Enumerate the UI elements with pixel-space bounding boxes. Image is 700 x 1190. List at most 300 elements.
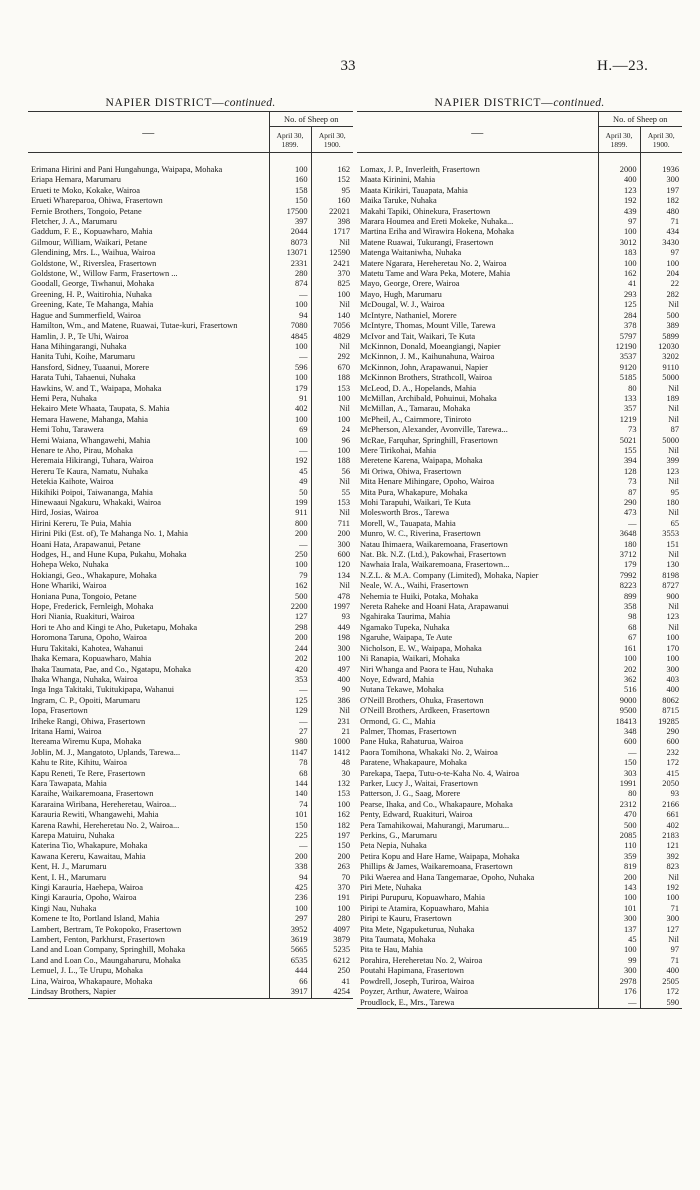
owner-name: Goldstone, W., Willow Farm, Frasertown ...: [28, 269, 269, 279]
sheep-count-1900: 71: [670, 903, 679, 913]
sheep-count-1899: 357: [598, 404, 640, 414]
sheep-count-1900: 100: [337, 393, 350, 403]
table-row: [28, 841, 353, 851]
table-row: [357, 956, 682, 966]
table-row: [28, 831, 353, 841]
sheep-count-1900: 290: [666, 726, 679, 736]
table-row: [357, 581, 682, 591]
document-reference: H.—23.: [597, 58, 649, 74]
sheep-count-1900: 900: [666, 591, 679, 601]
owner-name: Marara Houmea and Ereti Mokeke, Nuhaka...: [357, 217, 598, 227]
sheep-count-1899: 100: [598, 654, 640, 664]
sheep-count-1899: 12190: [598, 342, 640, 352]
table-row: [28, 456, 353, 466]
sheep-count-1900: 152: [337, 175, 350, 185]
owner-name: Greening, Kate, Te Mahanga, Mahia: [28, 300, 269, 310]
sheep-count-group-header: No. of Sheep on: [598, 112, 682, 127]
sheep-count-1899: —: [269, 685, 311, 695]
owner-name: McIntyre, Nathaniel, Morere: [357, 311, 598, 321]
sheep-count-1900: 121: [666, 841, 679, 851]
table-row: [28, 945, 353, 955]
sheep-count-1900: 188: [337, 456, 350, 466]
owner-name: Harata Tuhi, Tahaenui, Nuhaka: [28, 373, 269, 383]
table-row: [357, 571, 682, 581]
table-row: [357, 384, 682, 394]
sheep-count-1900: 8198: [662, 570, 679, 580]
sheep-count-1900: Nil: [668, 445, 679, 455]
sheep-count-1899: 158: [269, 186, 311, 196]
owner-name: Penty, Edward, Ruakituri, Wairoa: [357, 810, 598, 820]
sheep-count-1899: 150: [269, 196, 311, 206]
sheep-count-1899: 300: [598, 966, 640, 976]
table-row: [357, 363, 682, 373]
owner-name: Ihaka Taumata, Pae, and Co., Ngatapu, Mohaka: [28, 665, 269, 675]
table-row: [357, 883, 682, 893]
year-1899-header: April 30, 1899.: [598, 127, 640, 153]
table-row: [357, 862, 682, 872]
sheep-count-1899: 50: [269, 488, 311, 498]
sheep-count-1900: 232: [666, 747, 679, 757]
sheep-count-1900: 100: [666, 654, 679, 664]
table-row: [357, 175, 682, 185]
sheep-count-1900: 130: [666, 560, 679, 570]
sheep-count-1899: 3648: [598, 529, 640, 539]
owner-name: McPherson, Alexander, Avonville, Tarewa...: [357, 425, 598, 435]
sheep-count-1900: 5235: [333, 945, 350, 955]
sheep-count-1899: 425: [269, 883, 311, 893]
table-body-left: [28, 165, 353, 998]
sheep-count-1899: 1147: [269, 748, 311, 758]
table-row: [357, 592, 682, 602]
table-row: [28, 217, 353, 227]
sheep-count-1900: 182: [666, 196, 679, 206]
sheep-count-1900: 400: [666, 966, 679, 976]
sheep-count-1900: 24: [341, 425, 350, 435]
table-row: [28, 717, 353, 727]
table-row: [28, 352, 353, 362]
year-1900-header: April 30, 1900.: [311, 127, 353, 153]
sheep-count-1900: Nil: [668, 383, 679, 393]
sheep-count-1899: 183: [598, 248, 640, 258]
sheep-count-1900: 389: [666, 321, 679, 331]
year-1899-header: April 30, 1899.: [269, 127, 311, 153]
sheep-count-1899: 470: [598, 810, 640, 820]
sheep-count-1899: 97: [598, 217, 640, 227]
owner-name: Matere Ngarara, Hereheretau No. 2, Wairoa: [357, 259, 598, 269]
owner-name: Lemuel, J. L., Te Urupu, Mohaka: [28, 966, 269, 976]
sheep-count-1900: 182: [337, 820, 350, 830]
owner-name: Kararaina Wiribana, Hereheretau, Wairoa...: [28, 800, 269, 810]
sheep-count-1900: Nil: [668, 622, 679, 632]
sheep-count-1900: 386: [337, 695, 350, 705]
table-row: [357, 456, 682, 466]
owner-name: Pita Mete, Ngapuketurua, Nuhaka: [357, 925, 598, 935]
owner-name: McIntyre, Thomas, Mount Ville, Tarewa: [357, 321, 598, 331]
owner-name: Kara Tawapata, Mahia: [28, 779, 269, 789]
owner-name: Hanita Tuhi, Koihe, Marumaru: [28, 352, 269, 362]
sheep-count-1899: 80: [598, 789, 640, 799]
owner-name: Maata Kirinini, Mahia: [357, 175, 598, 185]
owner-name: Horomona Taruna, Opoho, Wairoa: [28, 633, 269, 643]
sheep-count-1900: Nil: [668, 414, 679, 424]
table-row: [357, 467, 682, 477]
table-row: [357, 311, 682, 321]
owner-name: Mayo, George, Orere, Wairoa: [357, 279, 598, 289]
owner-name: Powdrell, Joseph, Turiroa, Wairoa: [357, 977, 598, 987]
sheep-count-1900: 9110: [662, 362, 679, 372]
owner-name: Ngaruhe, Waipapa, Te Aute: [357, 633, 598, 643]
owner-name: Lindsay Brothers, Napier: [28, 987, 269, 998]
sheep-count-1899: 911: [269, 508, 311, 518]
owner-name: Hemi Waiana, Whangawehi, Mahia: [28, 436, 269, 446]
table-row: [28, 800, 353, 810]
table-row: [28, 300, 353, 310]
sheep-count-1900: 392: [666, 851, 679, 861]
table-row: [28, 779, 353, 789]
owner-name: Hamlin, J. P., Te Uhi, Wairoa: [28, 332, 269, 342]
sheep-count-1899: 1991: [598, 779, 640, 789]
table-row: [357, 332, 682, 342]
owner-name: Glendining, Mrs. L., Waihua, Wairoa: [28, 248, 269, 258]
sheep-count-1899: 297: [269, 914, 311, 924]
sheep-count-1900: Nil: [668, 508, 679, 518]
sheep-count-1899: 101: [269, 810, 311, 820]
sheep-count-1899: 144: [269, 779, 311, 789]
sheep-count-1900: Nil: [339, 237, 350, 247]
owner-name: McIvor and Tait, Waikari, Te Kuta: [357, 332, 598, 342]
sheep-count-1900: 123: [666, 612, 679, 622]
sheep-count-1899: 353: [269, 675, 311, 685]
sheep-table-left: [28, 111, 353, 999]
sheep-count-1899: 5185: [598, 373, 640, 383]
sheep-count-1900: 19285: [658, 716, 679, 726]
sheep-count-1899: —: [598, 748, 640, 758]
table-row: [357, 654, 682, 664]
sheep-count-1899: 516: [598, 685, 640, 695]
sheep-count-1900: Nil: [339, 300, 350, 310]
owner-name: Parekapa, Taepa, Tutu-o-te-Kaha No. 4, Wairoa: [357, 769, 598, 779]
sheep-count-1899: 200: [269, 852, 311, 862]
sheep-count-1900: 87: [670, 425, 679, 435]
table-row: [357, 800, 682, 810]
sheep-count-1899: 79: [269, 571, 311, 581]
owner-name: Gaddum, F. E., Kopuawharo, Mahia: [28, 227, 269, 237]
owner-name: O'Neill Brothers, Ardkeen, Frasertown: [357, 706, 598, 716]
table-row: [28, 332, 353, 342]
sheep-count-1900: 370: [337, 269, 350, 279]
sheep-count-1899: 3619: [269, 935, 311, 945]
sheep-count-1899: 100: [269, 560, 311, 570]
sheep-count-1900: 100: [666, 633, 679, 643]
sheep-count-1899: 99: [598, 956, 640, 966]
sheep-count-1900: 197: [666, 185, 679, 195]
table-row: [28, 654, 353, 664]
sheep-count-1899: 899: [598, 592, 640, 602]
table-row: [28, 987, 353, 998]
sheep-count-1900: 300: [666, 664, 679, 674]
sheep-count-1899: 250: [269, 550, 311, 560]
sheep-count-1900: 280: [337, 914, 350, 924]
sheep-count-1900: 7056: [333, 321, 350, 331]
table-row: [28, 540, 353, 550]
table-row: [28, 612, 353, 622]
owner-name: Nereta Raheke and Hoani Hata, Arapawanui: [357, 602, 598, 612]
table-row: [28, 727, 353, 737]
sheep-count-1900: 200: [337, 851, 350, 861]
sheep-count-1899: 2085: [598, 831, 640, 841]
sheep-count-1899: 73: [598, 425, 640, 435]
table-row: [357, 685, 682, 695]
table-row: [28, 477, 353, 487]
table-row: [357, 779, 682, 789]
table-row: [357, 373, 682, 383]
sheep-count-1900: 478: [337, 591, 350, 601]
owner-name: Makahi Tapiki, Ohinekura, Frasertown: [357, 207, 598, 217]
owner-name: Goodall, George, Tiwhanui, Mohaka: [28, 279, 269, 289]
owner-name: Pita Taumata, Mohaka: [357, 935, 598, 945]
sheep-count-1900: 402: [666, 820, 679, 830]
sheep-count-1900: 188: [337, 373, 350, 383]
sheep-count-1899: 200: [269, 529, 311, 539]
sheep-count-1900: 12590: [329, 248, 350, 258]
table-row: [28, 675, 353, 685]
sheep-count-1899: 596: [269, 363, 311, 373]
table-row: [357, 831, 682, 841]
sheep-count-1899: 980: [269, 737, 311, 747]
table-row: [28, 165, 353, 175]
owner-name: Greening, H. P., Waitirohia, Nuhaka: [28, 290, 269, 300]
sheep-count-1899: 358: [598, 602, 640, 612]
table-row: [357, 560, 682, 570]
owner-name: Katerina Tio, Whakapure, Mohaka: [28, 841, 269, 851]
sheep-count-1900: 132: [337, 778, 350, 788]
owner-name: Niri Whanga and Paora te Hau, Nuhaka: [357, 665, 598, 675]
sheep-count-1900: 55: [341, 487, 350, 497]
sheep-count-1899: 444: [269, 966, 311, 976]
table-row: [28, 977, 353, 987]
table-row: [357, 425, 682, 435]
right-column: [357, 95, 682, 1009]
table-row: [28, 748, 353, 758]
sheep-count-1900: 1997: [333, 602, 350, 612]
owner-name: Kahu te Rite, Kihitu, Wairoa: [28, 758, 269, 768]
owner-name: Petira Kopu and Hare Hame, Waipapa, Mohaka: [357, 852, 598, 862]
sheep-count-1900: 250: [337, 966, 350, 976]
owner-name: Matene Ruawai, Tukurangi, Frasertown: [357, 238, 598, 248]
owner-name: Hikihiki Poipoi, Taiwananga, Mahia: [28, 488, 269, 498]
sheep-count-1900: 3553: [662, 529, 679, 539]
table-row: [28, 207, 353, 217]
sheep-count-1899: —: [598, 519, 640, 529]
owner-name: Piripi te Atamira, Kopuawharo, Mahia: [357, 904, 598, 914]
owner-name: Natau Ihimaera, Waikaremoana, Frasertown: [357, 540, 598, 550]
sheep-count-1900: 90: [341, 685, 350, 695]
sheep-count-1899: 179: [598, 560, 640, 570]
owner-name: Maika Taruke, Nuhaka: [357, 196, 598, 206]
sheep-count-1900: 170: [666, 643, 679, 653]
sheep-count-1899: —: [598, 998, 640, 1009]
owner-name: Komene te Ito, Portland Island, Mahia: [28, 914, 269, 924]
owner-name: Kingi Karauria, Opoho, Wairoa: [28, 893, 269, 903]
sheep-count-1899: —: [269, 446, 311, 456]
sheep-count-1900: Nil: [339, 404, 350, 414]
sheep-count-1899: 225: [269, 831, 311, 841]
table-row: [357, 665, 682, 675]
owner-name: Nicholson, E. W., Waipapa, Mohaka: [357, 644, 598, 654]
table-row: [28, 529, 353, 539]
sheep-count-1899: 137: [598, 925, 640, 935]
owner-name: Ihaka Kemara, Kopuawharo, Mahia: [28, 654, 269, 664]
owner-name: McPheil, A., Cairnmore, Tiniroto: [357, 415, 598, 425]
sheep-count-1900: 97: [670, 945, 679, 955]
table-row: [357, 290, 682, 300]
table-row: [357, 196, 682, 206]
table-row: [357, 727, 682, 737]
sheep-count-1899: 133: [598, 394, 640, 404]
sheep-count-1899: 161: [598, 644, 640, 654]
sheep-count-1900: 600: [666, 737, 679, 747]
table-row: [28, 935, 353, 945]
owner-name: Henare te Aho, Pirau, Mohaka: [28, 446, 269, 456]
sheep-count-1899: 94: [269, 873, 311, 883]
table-row: [28, 311, 353, 321]
sheep-count-1900: 300: [337, 539, 350, 549]
sheep-count-1899: —: [269, 540, 311, 550]
sheep-count-1899: 3952: [269, 925, 311, 935]
sheep-count-1900: 2183: [662, 831, 679, 840]
table-row: [357, 612, 682, 622]
table-row: [357, 602, 682, 612]
sheep-count-1900: 160: [337, 196, 350, 206]
owner-name: Peta Nepia, Nuhaka: [357, 841, 598, 851]
owner-name: Hemara Hawene, Mahanga, Mahia: [28, 415, 269, 425]
sheep-count-1899: 4845: [269, 332, 311, 342]
table-row: [357, 394, 682, 404]
table-row: [28, 321, 353, 331]
owner-name: Kingi Karauria, Haehepa, Wairoa: [28, 883, 269, 893]
sheep-count-1900: Nil: [668, 872, 679, 882]
table-row: [28, 758, 353, 768]
sheep-count-1899: 100: [598, 227, 640, 237]
table-row: [28, 602, 353, 612]
sheep-count-1899: 100: [269, 342, 311, 352]
sheep-count-1900: Nil: [339, 581, 350, 591]
owner-name: Ormond, G. C., Mahia: [357, 717, 598, 727]
table-row: [28, 436, 353, 446]
sheep-count-1900: Nil: [668, 404, 679, 414]
sheep-count-1899: —: [269, 352, 311, 362]
owner-name: Munro, W. C., Riverina, Frasertown: [357, 529, 598, 539]
sheep-count-1899: 160: [269, 175, 311, 185]
sheep-count-1900: 12030: [658, 341, 679, 351]
table-row: [28, 789, 353, 799]
table-row: [357, 415, 682, 425]
sheep-count-1900: 56: [341, 466, 350, 476]
sheep-count-1900: 162: [337, 810, 350, 820]
sheep-count-1900: 1936: [662, 165, 679, 174]
sheep-count-1899: 2312: [598, 800, 640, 810]
sheep-count-1900: 93: [670, 789, 679, 799]
table-row: [357, 498, 682, 508]
table-row: [357, 904, 682, 914]
table-row: [28, 175, 353, 185]
owner-name: Ingram, C. P., Opoiti, Marumaru: [28, 696, 269, 706]
owner-name: Hirini Piki (Est. of), Te Mahanga No. 1, Mahia: [28, 529, 269, 539]
table-row: [28, 592, 353, 602]
sheep-count-1899: 9500: [598, 706, 640, 716]
owner-name: Mita Henare Mihingare, Opoho, Wairoa: [357, 477, 598, 487]
sheep-count-1899: 874: [269, 279, 311, 289]
owner-name: Molesworth Bros., Tarewa: [357, 508, 598, 518]
sheep-count-1899: 303: [598, 769, 640, 779]
owner-name: McKinnon, Donald, Moeangiangi, Napier: [357, 342, 598, 352]
sheep-count-1900: 399: [666, 456, 679, 466]
sheep-count-1899: 2200: [269, 602, 311, 612]
sheep-count-1899: 143: [598, 883, 640, 893]
sheep-count-1899: 300: [598, 914, 640, 924]
table-row: [28, 425, 353, 435]
owner-name: Joblin, M. J., Mangatoto, Uplands, Tarewa...: [28, 748, 269, 758]
sheep-count-1899: 5797: [598, 332, 640, 342]
owner-name: Hekairo Mete Whaata, Taupata, S. Mahia: [28, 404, 269, 414]
sheep-count-1900: 3430: [662, 237, 679, 247]
sheep-count-1900: 403: [666, 674, 679, 684]
sheep-count-1900: Nil: [668, 602, 679, 612]
owner-name: Proudlock, E., Mrs., Tarewa: [357, 998, 598, 1009]
sheep-count-1900: 71: [670, 217, 679, 227]
table-row: [357, 477, 682, 487]
table-row: [357, 529, 682, 539]
owner-name: Mita Pura, Whakapure, Mohaka: [357, 488, 598, 498]
sheep-count-1900: 825: [337, 279, 350, 289]
owner-name: Hoani Hata, Arapawanui, Petane: [28, 540, 269, 550]
owner-name: Matetu Tame and Wara Peka, Motere, Mahia: [357, 269, 598, 279]
table-row: [357, 300, 682, 310]
sheep-count-1899: 78: [269, 758, 311, 768]
owner-name: Hokiangi, Geo., Whakapure, Mohaka: [28, 571, 269, 581]
table-row: [28, 446, 353, 456]
section-title-continued: continued.: [224, 97, 276, 109]
table-row: [357, 769, 682, 779]
table-row: [28, 623, 353, 633]
sheep-count-1899: 9120: [598, 363, 640, 373]
sheep-count-1900: 41: [341, 976, 350, 986]
sheep-count-1900: 282: [666, 289, 679, 299]
sheep-count-1899: —: [269, 290, 311, 300]
owner-name: Karaihe, Waikaremoana, Frasertown: [28, 789, 269, 799]
table-row: [28, 706, 353, 716]
owner-name: Paora Tomihona, Whakaki No. 2, Wairoa: [357, 748, 598, 758]
sheep-count-1899: 280: [269, 269, 311, 279]
table-row: [357, 737, 682, 747]
sheep-count-1899: 378: [598, 321, 640, 331]
sheep-count-1899: 49: [269, 477, 311, 487]
sheep-count-1899: 87: [598, 488, 640, 498]
owner-name: Heremaia Hikirangi, Tuhara, Wairoa: [28, 456, 269, 466]
table-row: [357, 644, 682, 654]
sheep-count-1899: 150: [598, 758, 640, 768]
sheep-count-1899: 293: [598, 290, 640, 300]
owner-name: McLeod, D. A., Hopelands, Mahia: [357, 384, 598, 394]
sheep-count-1900: 300: [666, 914, 679, 924]
owner-name: Hone Whariki, Wairoa: [28, 581, 269, 591]
sheep-count-1900: Nil: [668, 935, 679, 945]
sheep-count-1899: 66: [269, 977, 311, 987]
owner-name: McKinnon Brothers, Strathcoll, Wairoa: [357, 373, 598, 383]
sheep-count-1900: 500: [666, 310, 679, 320]
sheep-count-1899: 236: [269, 893, 311, 903]
owner-name: Hinewaaui Ngakuru, Whakaki, Wairoa: [28, 498, 269, 508]
